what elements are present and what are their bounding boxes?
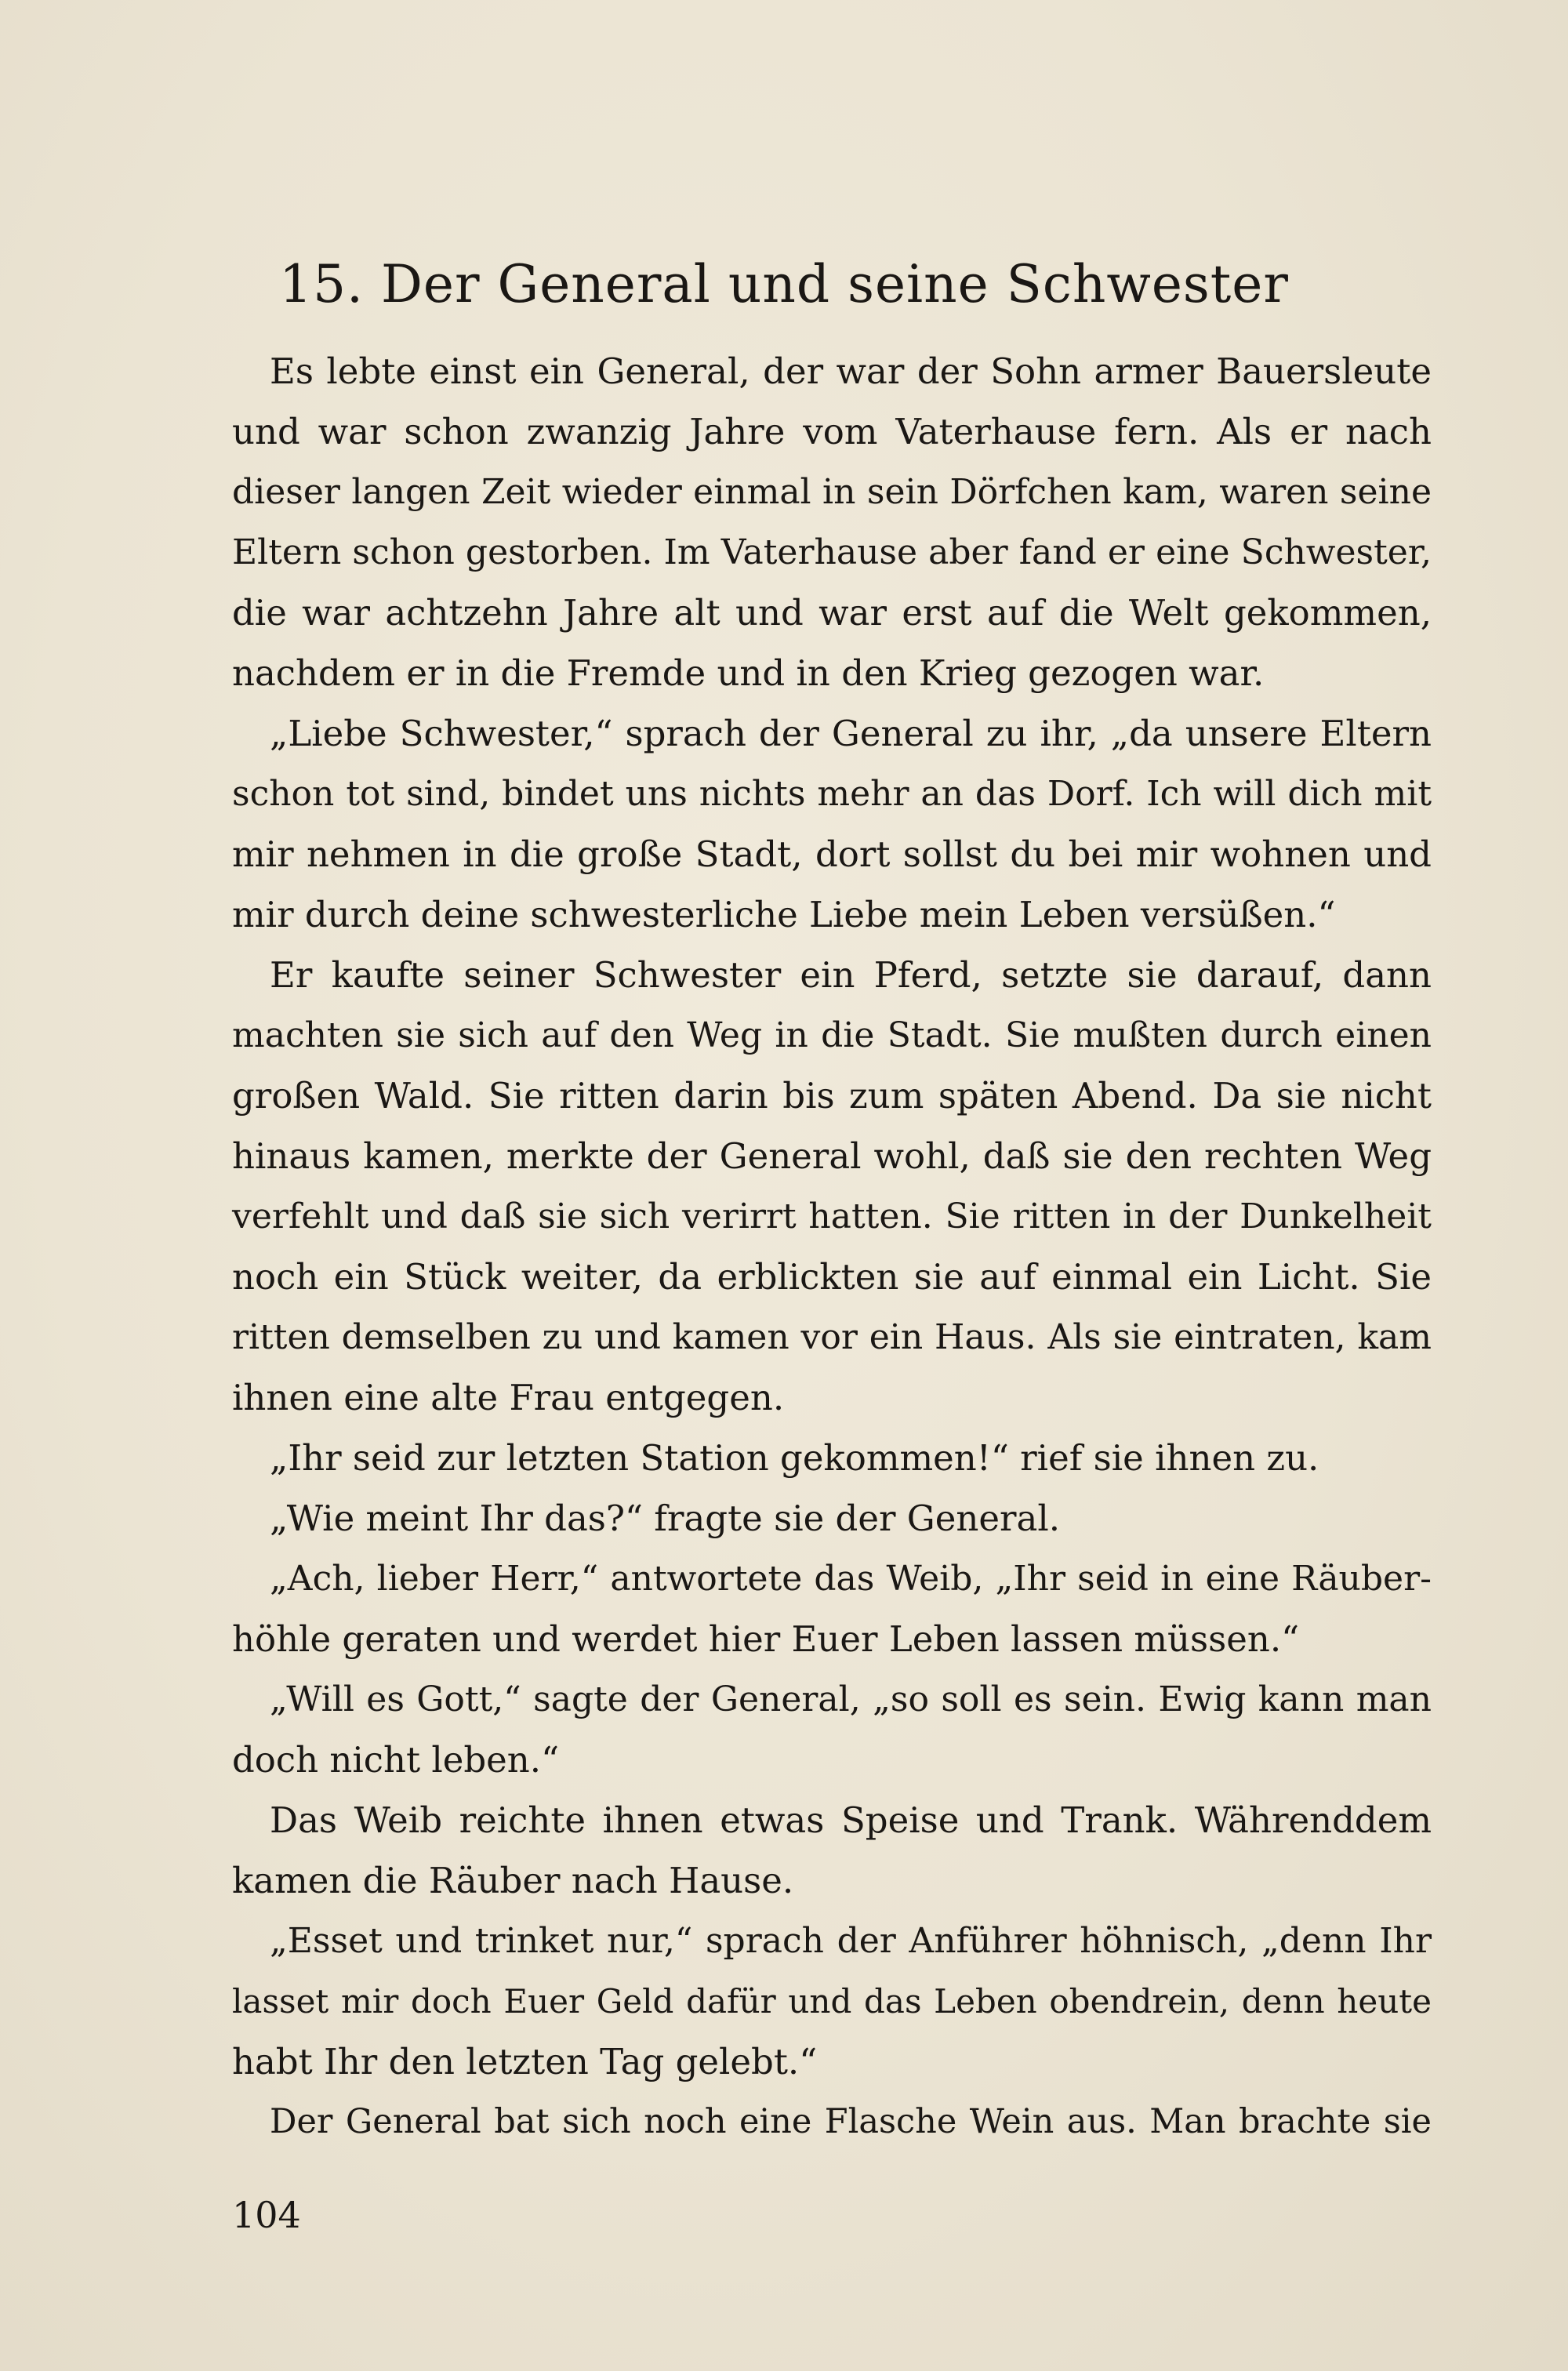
text-line: ihnen eine alte Frau entgegen.	[232, 1377, 785, 1418]
text-line: großen Wald. Sie ritten darin bis zum späten Abend. Da sie nicht	[232, 1075, 1432, 1117]
page-number: 104	[232, 2194, 301, 2236]
chapter-title: 15. Der General und seine Schwester	[279, 254, 1289, 314]
text-line: „Will es Gott,“ sagte der General, „so soll es sein. Ewig kann man	[270, 1679, 1432, 1719]
text-line: machten sie sich auf den Weg in die Stadt. Sie mußten durch einen	[232, 1015, 1432, 1055]
text-line: „Ach, lieber Herr,“ antwortete das Weib, „Ihr seid in eine Räuber-	[270, 1559, 1432, 1599]
text-line: schon tot sind, bindet uns nichts mehr an das Dorf. Ich will dich mit	[232, 774, 1432, 814]
text-line: Der General bat sich noch eine Flasche Wein aus. Man brachte sie	[270, 2102, 1432, 2141]
text-line: Es lebte einst ein General, der war der Sohn armer Bauersleute	[270, 350, 1432, 392]
body-text	[232, 341, 1432, 2152]
text-line: Er kaufte seiner Schwester ein Pferd, setzte sie darauf, dann	[270, 954, 1432, 996]
text-line: höhle geraten und werdet hier Euer Leben lassen müssen.“	[232, 1618, 1300, 1660]
text-line: „Esset und trinket nur,“ sprach der Anführer höhnisch, „denn Ihr	[270, 1921, 1432, 1961]
text-line: hinaus kamen, merkte der General wohl, daß sie den rechten Weg	[232, 1135, 1432, 1177]
text-line: mir nehmen in die große Stadt, dort sollst du bei mir wohnen und	[232, 833, 1432, 875]
text-line: ritten demselben zu und kamen vor ein Haus. Als sie eintraten, kam	[232, 1317, 1432, 1357]
text-line: dieser langen Zeit wieder einmal in sein Dörfchen kam, waren seine	[232, 472, 1432, 512]
text-line: und war schon zwanzig Jahre vom Vaterhause fern. Als er nach	[232, 411, 1432, 452]
text-line: nachdem er in die Fremde und in den Krieg gezogen war.	[232, 652, 1265, 694]
text-line: lasset mir doch Euer Geld dafür und das Leben obendrein, denn heute	[232, 1982, 1432, 2021]
text-line: Das Weib reichte ihnen etwas Speise und Trank. Währenddem	[270, 1799, 1432, 1841]
text-line: habt Ihr den letzten Tag gelebt.“	[232, 2041, 818, 2082]
text-line: kamen die Räuber nach Hause.	[232, 1860, 794, 1901]
text-line: „Liebe Schwester,“ sprach der General zu ihr, „da unsere Eltern	[270, 713, 1432, 754]
text-line: „Wie meint Ihr das?“ fragte sie der General.	[270, 1498, 1061, 1539]
text-line: Eltern schon gestorben. Im Vaterhause aber fand er eine Schwester,	[232, 532, 1432, 572]
text-line: verfehlt und daß sie sich verirrt hatten. Sie ritten in der Dunkelheit	[232, 1196, 1432, 1236]
text-line: „Ihr seid zur letzten Station gekommen!“ rief sie ihnen zu.	[270, 1437, 1319, 1479]
text-line: mir durch deine schwesterliche Liebe mein Leben versüßen.“	[232, 894, 1336, 935]
text-line: noch ein Stück weiter, da erblickten sie auf einmal ein Licht. Sie	[232, 1256, 1432, 1298]
text-line: doch nicht leben.“	[232, 1739, 560, 1781]
text-line: die war achtzehn Jahre alt und war erst auf die Welt gekommen,	[232, 592, 1432, 634]
